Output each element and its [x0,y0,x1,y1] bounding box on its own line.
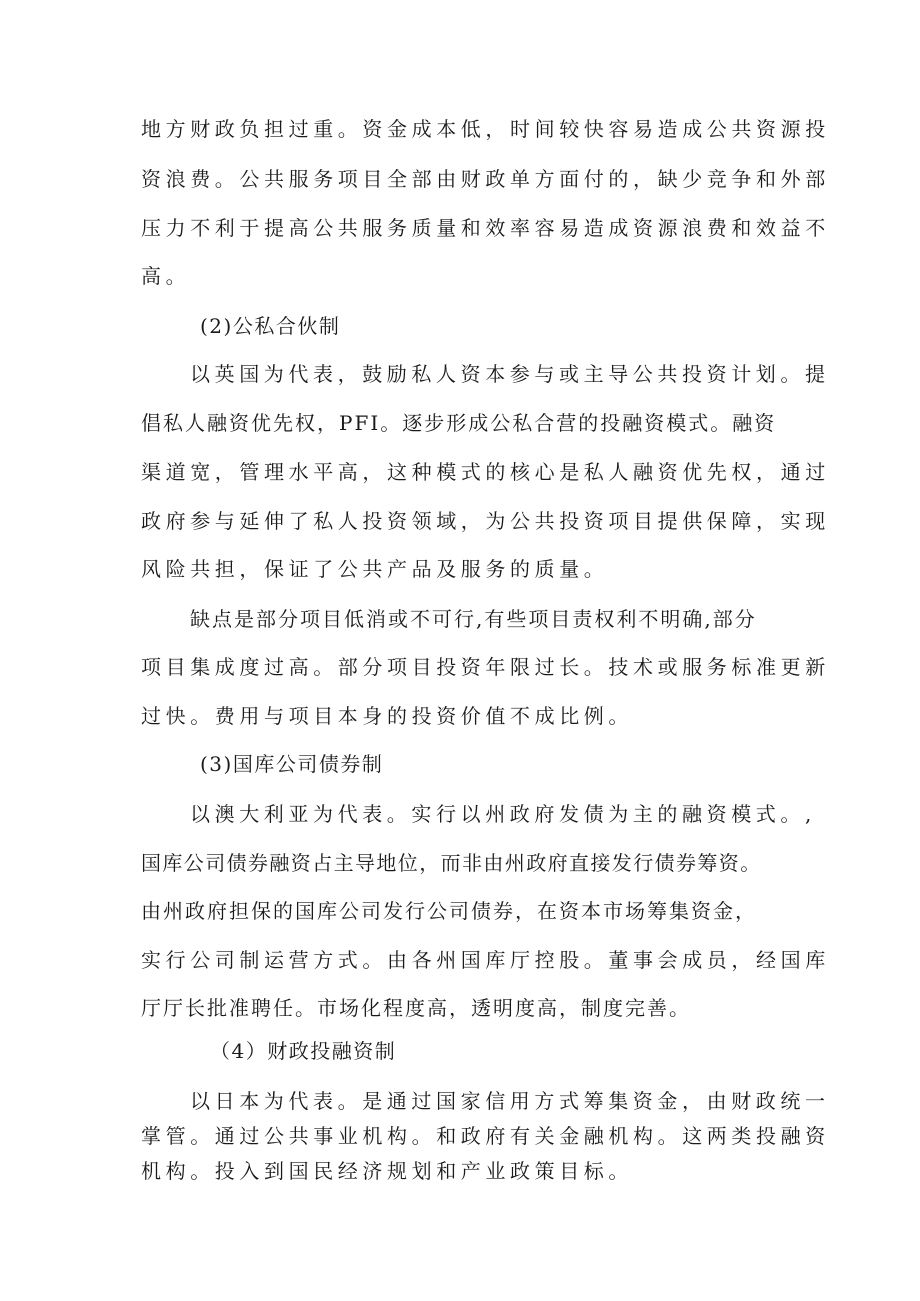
paragraph-line: 国库公司债券融资占主导地位，而非由州政府直接发行债券筹资。 [141,851,762,875]
paragraph-line: 由州政府担保的国库公司发行公司债券，在资本市场筹集资金， [141,899,757,923]
paragraph-line: 实行公司制运营方式。由各州国库厅控股。董事会成员，经国库 [141,948,830,972]
paragraph-line: 以澳大利亚为代表。实行以州政府发债为主的融资模式。, [190,802,816,826]
paragraph-line: 风险共担，保证了公共产品及服务的质量。 [141,557,609,581]
paragraph-line: 压力不利于提高公共服务质量和效率容易造成资源浪费和效益不 [141,216,830,240]
paragraph-line: 资浪费。公共服务项目全部由财政单方面付的，缺少竞争和外部 [141,167,830,191]
paragraph-line: 地方财政负担过重。资金成本低，时间较快容易造成公共资源投 [141,117,830,141]
section-heading-2: (2)公私合伙制 [200,314,341,338]
section-heading-4: （4）财政投融资制 [210,1039,397,1063]
paragraph-line: 项目集成度过高。部分项目投资年限过长。技术或服务标准更新 [141,655,830,679]
paragraph-line: 政府参与延伸了私人投资领域，为公共投资项目提供保障，实现 [141,509,830,533]
paragraph-line: 机构。投入到国民经济规划和产业政策目标。 [141,1159,633,1183]
paragraph-line: 过快。费用与项目本身的投资价值不成比例。 [141,704,633,728]
paragraph-line: 倡私人融资优先权，PFI。逐步形成公私合营的投融资模式。融资 [141,411,777,435]
paragraph-line: 厅厅长批准聘任。市场化程度高，透明度高，制度完善。 [141,996,691,1020]
paragraph-line: 以日本为代表。是通过国家信用方式筹集资金，由财政统一 [190,1089,830,1113]
paragraph-line: 缺点是部分项目低消或不可行,有些项目责权利不明确,部分 [190,607,757,631]
paragraph-line: 高。 [141,264,191,288]
paragraph-line: 以英国为代表，鼓励私人资本参与或主导公共投资计划。提 [190,362,830,386]
paragraph-line: 掌管。通过公共事业机构。和政府有关金融机构。这两类投融资 [141,1124,830,1148]
paragraph-line: 渠道宽，管理水平高，这种模式的核心是私人融资优先权，通过 [141,460,830,484]
section-heading-3: (3)国库公司债券制 [200,752,384,776]
